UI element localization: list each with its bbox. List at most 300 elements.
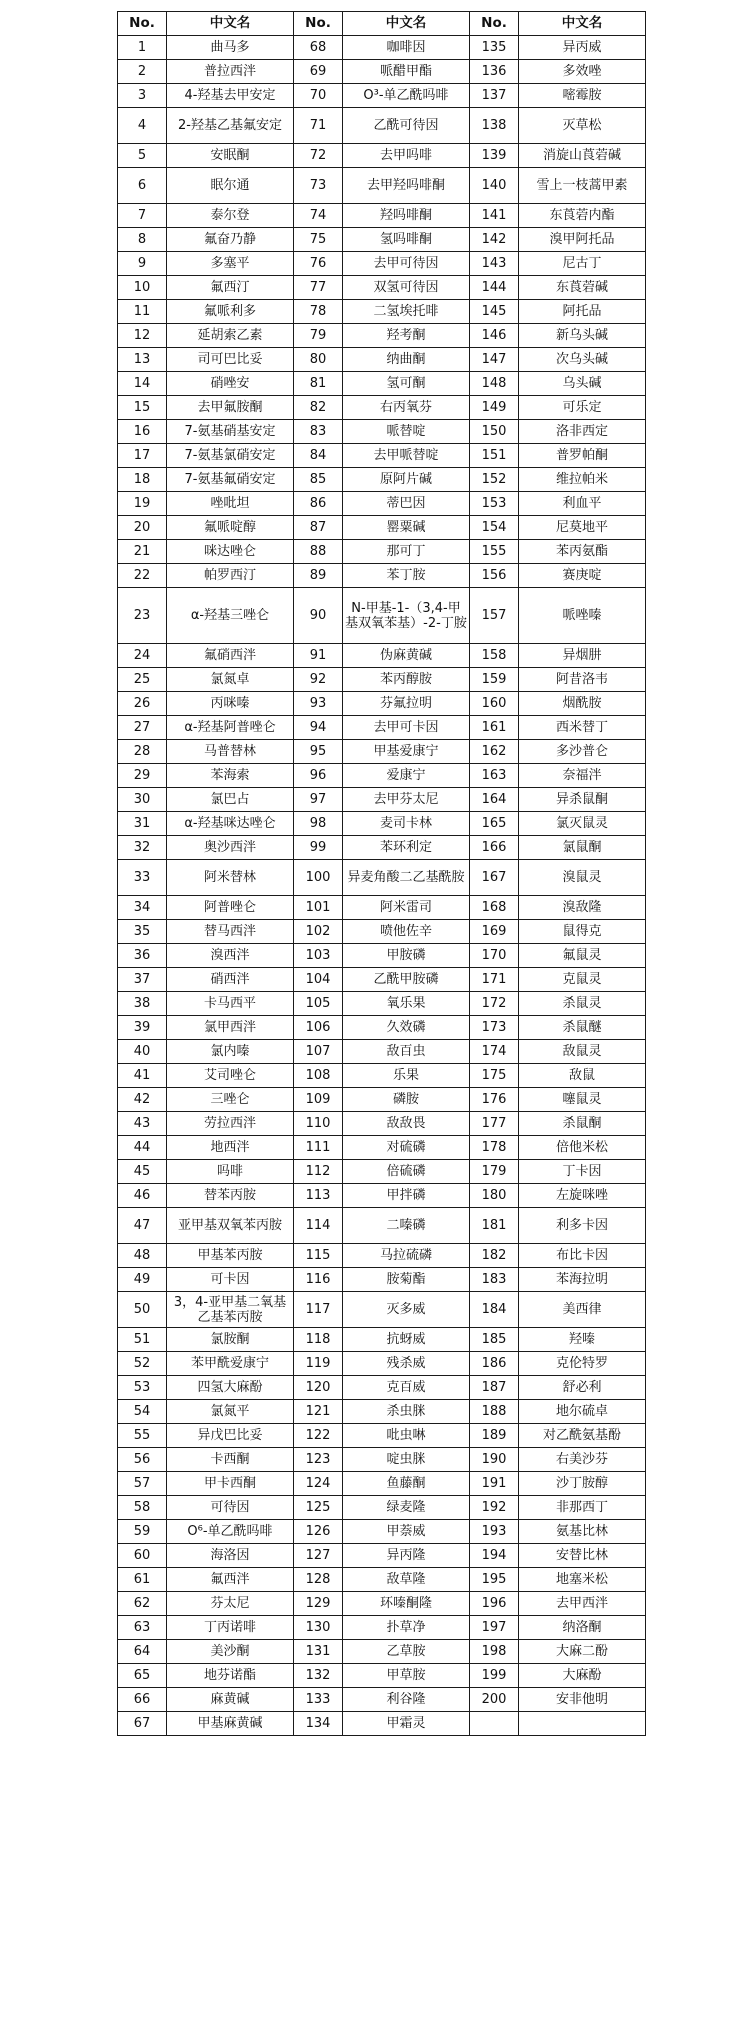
number-cell bbox=[470, 1712, 519, 1736]
number-cell: 44 bbox=[118, 1136, 167, 1160]
chinese-name-cell: 奈福泮 bbox=[519, 764, 646, 788]
number-cell: 177 bbox=[470, 1112, 519, 1136]
number-cell: 130 bbox=[294, 1616, 343, 1640]
number-cell: 26 bbox=[118, 692, 167, 716]
chinese-name-cell: 灭草松 bbox=[519, 108, 646, 144]
number-cell: 166 bbox=[470, 836, 519, 860]
table-row bbox=[118, 540, 646, 564]
table-row bbox=[118, 992, 646, 1016]
table-row bbox=[118, 324, 646, 348]
number-cell: 148 bbox=[470, 372, 519, 396]
number-cell: 27 bbox=[118, 716, 167, 740]
chinese-name-cell: 甲基爱康宁 bbox=[343, 740, 470, 764]
number-cell: 150 bbox=[470, 420, 519, 444]
chinese-name-cell: 利多卡因 bbox=[519, 1208, 646, 1244]
chinese-name-cell: 抗蚜威 bbox=[343, 1328, 470, 1352]
chinese-name-cell: 嘧霉胺 bbox=[519, 84, 646, 108]
number-cell: 176 bbox=[470, 1088, 519, 1112]
number-cell: 106 bbox=[294, 1016, 343, 1040]
number-cell: 131 bbox=[294, 1640, 343, 1664]
number-cell: 95 bbox=[294, 740, 343, 764]
number-cell: 161 bbox=[470, 716, 519, 740]
table-row bbox=[118, 1352, 646, 1376]
number-cell: 162 bbox=[470, 740, 519, 764]
chinese-name-cell: 可卡因 bbox=[167, 1268, 294, 1292]
chinese-name-cell: 芬氟拉明 bbox=[343, 692, 470, 716]
chinese-name-cell: 异丙威 bbox=[519, 36, 646, 60]
number-cell: 36 bbox=[118, 944, 167, 968]
table-row bbox=[118, 1112, 646, 1136]
number-cell: 61 bbox=[118, 1568, 167, 1592]
number-cell: 88 bbox=[294, 540, 343, 564]
chinese-name-cell: 克伦特罗 bbox=[519, 1352, 646, 1376]
number-cell: 160 bbox=[470, 692, 519, 716]
compound-table-container bbox=[117, 11, 646, 1736]
chinese-name-cell: 劳拉西泮 bbox=[167, 1112, 294, 1136]
chinese-name-cell: 去甲氟胺酮 bbox=[167, 396, 294, 420]
number-cell: 71 bbox=[294, 108, 343, 144]
chinese-name-cell: 硝西泮 bbox=[167, 968, 294, 992]
chinese-name-cell: 眠尔通 bbox=[167, 168, 294, 204]
number-cell: 145 bbox=[470, 300, 519, 324]
number-cell: 193 bbox=[470, 1520, 519, 1544]
chinese-name-cell: 利血平 bbox=[519, 492, 646, 516]
number-cell: 74 bbox=[294, 204, 343, 228]
number-cell: 147 bbox=[470, 348, 519, 372]
number-cell: 49 bbox=[118, 1268, 167, 1292]
number-cell: 149 bbox=[470, 396, 519, 420]
chinese-name-cell bbox=[519, 1712, 646, 1736]
chinese-name-cell: 溴鼠灵 bbox=[519, 860, 646, 896]
chinese-name-cell: 卡西酮 bbox=[167, 1448, 294, 1472]
chinese-name-cell: 马拉硫磷 bbox=[343, 1244, 470, 1268]
chinese-name-cell: 地塞米松 bbox=[519, 1568, 646, 1592]
chinese-name-cell: 罂粟碱 bbox=[343, 516, 470, 540]
table-row bbox=[118, 1244, 646, 1268]
number-cell: 104 bbox=[294, 968, 343, 992]
chinese-name-cell: 去甲哌替啶 bbox=[343, 444, 470, 468]
number-cell: 52 bbox=[118, 1352, 167, 1376]
number-cell: 21 bbox=[118, 540, 167, 564]
number-cell: 110 bbox=[294, 1112, 343, 1136]
chinese-name-cell: α-羟基咪达唑仑 bbox=[167, 812, 294, 836]
number-cell: 83 bbox=[294, 420, 343, 444]
number-cell: 67 bbox=[118, 1712, 167, 1736]
chinese-name-cell: 氟西泮 bbox=[167, 1568, 294, 1592]
chinese-name-cell: 咖啡因 bbox=[343, 36, 470, 60]
number-cell: 136 bbox=[470, 60, 519, 84]
number-cell: 46 bbox=[118, 1184, 167, 1208]
chinese-name-cell: 烟酰胺 bbox=[519, 692, 646, 716]
chinese-name-cell: 克鼠灵 bbox=[519, 968, 646, 992]
chinese-name-cell: 氯巴占 bbox=[167, 788, 294, 812]
chinese-name-cell: 氯氮卓 bbox=[167, 668, 294, 692]
chinese-name-cell: 右美沙芬 bbox=[519, 1448, 646, 1472]
number-cell: 198 bbox=[470, 1640, 519, 1664]
chinese-name-cell: 美西律 bbox=[519, 1292, 646, 1328]
number-cell: 185 bbox=[470, 1328, 519, 1352]
chinese-name-cell: 绿麦隆 bbox=[343, 1496, 470, 1520]
chinese-name-cell: 7-氨基硝基安定 bbox=[167, 420, 294, 444]
chinese-name-cell: 安替比林 bbox=[519, 1544, 646, 1568]
number-cell: 174 bbox=[470, 1040, 519, 1064]
chinese-name-cell: 异麦角酸二乙基酰胺 bbox=[343, 860, 470, 896]
number-cell: 153 bbox=[470, 492, 519, 516]
chinese-name-cell: 倍他米松 bbox=[519, 1136, 646, 1160]
chinese-name-cell: 氯鼠酮 bbox=[519, 836, 646, 860]
chinese-name-cell: 纳洛酮 bbox=[519, 1616, 646, 1640]
number-cell: 6 bbox=[118, 168, 167, 204]
chinese-name-cell: 异烟肼 bbox=[519, 644, 646, 668]
number-cell: 138 bbox=[470, 108, 519, 144]
table-row bbox=[118, 1136, 646, 1160]
chinese-name-cell: 乙酰可待因 bbox=[343, 108, 470, 144]
number-cell: 143 bbox=[470, 252, 519, 276]
chinese-name-cell: 溴敌隆 bbox=[519, 896, 646, 920]
chinese-name-cell: 甲卡西酮 bbox=[167, 1472, 294, 1496]
number-cell: 22 bbox=[118, 564, 167, 588]
chinese-name-cell: 丙咪嗪 bbox=[167, 692, 294, 716]
number-cell: 85 bbox=[294, 468, 343, 492]
chinese-name-cell: 去甲可待因 bbox=[343, 252, 470, 276]
table-row bbox=[118, 144, 646, 168]
chinese-name-cell: 地芬诺酯 bbox=[167, 1664, 294, 1688]
number-cell: 114 bbox=[294, 1208, 343, 1244]
chinese-name-cell: 敌鼠灵 bbox=[519, 1040, 646, 1064]
table-row bbox=[118, 36, 646, 60]
number-cell: 10 bbox=[118, 276, 167, 300]
number-cell: 195 bbox=[470, 1568, 519, 1592]
chinese-name-cell: 原阿片碱 bbox=[343, 468, 470, 492]
chinese-name-cell: 赛庚啶 bbox=[519, 564, 646, 588]
chinese-name-cell: 利谷隆 bbox=[343, 1688, 470, 1712]
chinese-name-cell: 胺菊酯 bbox=[343, 1268, 470, 1292]
number-cell: 77 bbox=[294, 276, 343, 300]
chinese-name-cell: 去甲羟吗啡酮 bbox=[343, 168, 470, 204]
chinese-name-cell: 新乌头碱 bbox=[519, 324, 646, 348]
chinese-name-cell: 安眠酮 bbox=[167, 144, 294, 168]
table-row bbox=[118, 1400, 646, 1424]
number-cell: 19 bbox=[118, 492, 167, 516]
number-cell: 82 bbox=[294, 396, 343, 420]
number-cell: 94 bbox=[294, 716, 343, 740]
chinese-name-cell: 地尔硫卓 bbox=[519, 1400, 646, 1424]
table-row bbox=[118, 1664, 646, 1688]
number-cell: 184 bbox=[470, 1292, 519, 1328]
number-cell: 127 bbox=[294, 1544, 343, 1568]
chinese-name-cell: 苯环利定 bbox=[343, 836, 470, 860]
number-cell: 183 bbox=[470, 1268, 519, 1292]
chinese-name-cell: 喷他佐辛 bbox=[343, 920, 470, 944]
number-cell: 97 bbox=[294, 788, 343, 812]
chinese-name-cell: 二嗪磷 bbox=[343, 1208, 470, 1244]
table-row bbox=[118, 1616, 646, 1640]
number-cell: 135 bbox=[470, 36, 519, 60]
number-cell: 196 bbox=[470, 1592, 519, 1616]
chinese-name-cell: O⁶-单乙酰吗啡 bbox=[167, 1520, 294, 1544]
table-row bbox=[118, 1208, 646, 1244]
chinese-name-cell: 多效唑 bbox=[519, 60, 646, 84]
chinese-name-cell: 扑草净 bbox=[343, 1616, 470, 1640]
number-cell: 39 bbox=[118, 1016, 167, 1040]
chinese-name-cell: 倍硫磷 bbox=[343, 1160, 470, 1184]
chinese-name-cell: 4-羟基去甲安定 bbox=[167, 84, 294, 108]
table-row bbox=[118, 300, 646, 324]
number-cell: 126 bbox=[294, 1520, 343, 1544]
chinese-name-cell: 爱康宁 bbox=[343, 764, 470, 788]
chinese-name-cell: 氯胺酮 bbox=[167, 1328, 294, 1352]
chinese-name-cell: 哌唑嗪 bbox=[519, 588, 646, 644]
number-cell: 164 bbox=[470, 788, 519, 812]
number-cell: 30 bbox=[118, 788, 167, 812]
chinese-name-cell: 消旋山莨菪碱 bbox=[519, 144, 646, 168]
chinese-name-cell: 去甲吗啡 bbox=[343, 144, 470, 168]
chinese-name-cell: 鼠得克 bbox=[519, 920, 646, 944]
chinese-name-cell: 氧乐果 bbox=[343, 992, 470, 1016]
chinese-name-cell: 羟考酮 bbox=[343, 324, 470, 348]
chinese-name-cell: 亚甲基双氧苯丙胺 bbox=[167, 1208, 294, 1244]
number-cell: 118 bbox=[294, 1328, 343, 1352]
table-row bbox=[118, 468, 646, 492]
table-row bbox=[118, 564, 646, 588]
number-cell: 111 bbox=[294, 1136, 343, 1160]
table-row bbox=[118, 228, 646, 252]
number-cell: 122 bbox=[294, 1424, 343, 1448]
number-cell: 69 bbox=[294, 60, 343, 84]
table-row bbox=[118, 1040, 646, 1064]
chinese-name-cell: 卡马西平 bbox=[167, 992, 294, 1016]
chinese-name-cell: 海洛因 bbox=[167, 1544, 294, 1568]
number-cell: 54 bbox=[118, 1400, 167, 1424]
number-cell: 102 bbox=[294, 920, 343, 944]
table-row bbox=[118, 1592, 646, 1616]
chinese-name-cell: 氢吗啡酮 bbox=[343, 228, 470, 252]
number-cell: 1 bbox=[118, 36, 167, 60]
chinese-name-cell: 杀鼠酮 bbox=[519, 1112, 646, 1136]
table-row bbox=[118, 1160, 646, 1184]
number-cell: 137 bbox=[470, 84, 519, 108]
chinese-name-cell: 非那西丁 bbox=[519, 1496, 646, 1520]
chinese-name-cell: 艾司唑仑 bbox=[167, 1064, 294, 1088]
number-cell: 156 bbox=[470, 564, 519, 588]
number-cell: 125 bbox=[294, 1496, 343, 1520]
number-cell: 4 bbox=[118, 108, 167, 144]
number-cell: 72 bbox=[294, 144, 343, 168]
chinese-name-cell: α-羟基三唑仑 bbox=[167, 588, 294, 644]
header-chinese-name: 中文名 bbox=[167, 12, 294, 36]
chinese-name-cell: 西米替丁 bbox=[519, 716, 646, 740]
number-cell: 157 bbox=[470, 588, 519, 644]
table-row bbox=[118, 492, 646, 516]
chinese-name-cell: 左旋咪唑 bbox=[519, 1184, 646, 1208]
number-cell: 45 bbox=[118, 1160, 167, 1184]
number-cell: 32 bbox=[118, 836, 167, 860]
table-row bbox=[118, 968, 646, 992]
chinese-name-cell: 溴西泮 bbox=[167, 944, 294, 968]
chinese-name-cell: 唑吡坦 bbox=[167, 492, 294, 516]
number-cell: 73 bbox=[294, 168, 343, 204]
chinese-name-cell: 克百威 bbox=[343, 1376, 470, 1400]
number-cell: 119 bbox=[294, 1352, 343, 1376]
chinese-name-cell: 多沙普仑 bbox=[519, 740, 646, 764]
number-cell: 3 bbox=[118, 84, 167, 108]
chinese-name-cell: 甲草胺 bbox=[343, 1664, 470, 1688]
table-row bbox=[118, 836, 646, 860]
number-cell: 180 bbox=[470, 1184, 519, 1208]
number-cell: 59 bbox=[118, 1520, 167, 1544]
number-cell: 129 bbox=[294, 1592, 343, 1616]
number-cell: 139 bbox=[470, 144, 519, 168]
number-cell: 163 bbox=[470, 764, 519, 788]
chinese-name-cell: α-羟基阿普唑仑 bbox=[167, 716, 294, 740]
number-cell: 56 bbox=[118, 1448, 167, 1472]
table-row bbox=[118, 1520, 646, 1544]
chinese-name-cell: 吗啡 bbox=[167, 1160, 294, 1184]
chinese-name-cell: 异戊巴比妥 bbox=[167, 1424, 294, 1448]
chinese-name-cell: 哌替啶 bbox=[343, 420, 470, 444]
chinese-name-cell: 去甲西泮 bbox=[519, 1592, 646, 1616]
chinese-name-cell: 杀鼠醚 bbox=[519, 1016, 646, 1040]
number-cell: 53 bbox=[118, 1376, 167, 1400]
chinese-name-cell: 东莨菪碱 bbox=[519, 276, 646, 300]
number-cell: 11 bbox=[118, 300, 167, 324]
chinese-name-cell: 二氢埃托啡 bbox=[343, 300, 470, 324]
number-cell: 200 bbox=[470, 1688, 519, 1712]
number-cell: 15 bbox=[118, 396, 167, 420]
number-cell: 16 bbox=[118, 420, 167, 444]
number-cell: 8 bbox=[118, 228, 167, 252]
chinese-name-cell: 阿米雷司 bbox=[343, 896, 470, 920]
number-cell: 29 bbox=[118, 764, 167, 788]
number-cell: 34 bbox=[118, 896, 167, 920]
chinese-name-cell: 甲霜灵 bbox=[343, 1712, 470, 1736]
chinese-name-cell: 羟吗啡酮 bbox=[343, 204, 470, 228]
table-row bbox=[118, 1448, 646, 1472]
chinese-name-cell: 哌醋甲酯 bbox=[343, 60, 470, 84]
number-cell: 169 bbox=[470, 920, 519, 944]
number-cell: 182 bbox=[470, 1244, 519, 1268]
number-cell: 121 bbox=[294, 1400, 343, 1424]
number-cell: 173 bbox=[470, 1016, 519, 1040]
table-row bbox=[118, 1544, 646, 1568]
number-cell: 116 bbox=[294, 1268, 343, 1292]
number-cell: 159 bbox=[470, 668, 519, 692]
chinese-name-cell: 溴甲阿托品 bbox=[519, 228, 646, 252]
chinese-name-cell: 鱼藤酮 bbox=[343, 1472, 470, 1496]
chinese-name-cell: 7-氨基氟硝安定 bbox=[167, 468, 294, 492]
chinese-name-cell: 替苯丙胺 bbox=[167, 1184, 294, 1208]
number-cell: 197 bbox=[470, 1616, 519, 1640]
chinese-name-cell: 氯甲西泮 bbox=[167, 1016, 294, 1040]
chinese-name-cell: 东莨菪内酯 bbox=[519, 204, 646, 228]
chinese-name-cell: 右丙氧芬 bbox=[343, 396, 470, 420]
number-cell: 64 bbox=[118, 1640, 167, 1664]
chinese-name-cell: 阿米替林 bbox=[167, 860, 294, 896]
chinese-name-cell: 丁卡因 bbox=[519, 1160, 646, 1184]
chinese-name-cell: 氯灭鼠灵 bbox=[519, 812, 646, 836]
number-cell: 90 bbox=[294, 588, 343, 644]
chinese-name-cell: 杀虫脒 bbox=[343, 1400, 470, 1424]
number-cell: 93 bbox=[294, 692, 343, 716]
number-cell: 79 bbox=[294, 324, 343, 348]
number-cell: 40 bbox=[118, 1040, 167, 1064]
number-cell: 9 bbox=[118, 252, 167, 276]
table-row bbox=[118, 420, 646, 444]
header-chinese-name: 中文名 bbox=[343, 12, 470, 36]
chinese-name-cell: 2-羟基乙基氟安定 bbox=[167, 108, 294, 144]
chinese-name-cell: 氟哌啶醇 bbox=[167, 516, 294, 540]
number-cell: 113 bbox=[294, 1184, 343, 1208]
number-cell: 78 bbox=[294, 300, 343, 324]
chinese-name-cell: N-甲基-1-（3,4-甲基双氧苯基）-2-丁胺 bbox=[343, 588, 470, 644]
number-cell: 146 bbox=[470, 324, 519, 348]
chinese-name-cell: 大麻酚 bbox=[519, 1664, 646, 1688]
table-row bbox=[118, 1292, 646, 1328]
chinese-name-cell: 吡虫啉 bbox=[343, 1424, 470, 1448]
chinese-name-cell: 伪麻黄碱 bbox=[343, 644, 470, 668]
chinese-name-cell: 蒂巴因 bbox=[343, 492, 470, 516]
chinese-name-cell: 氟鼠灵 bbox=[519, 944, 646, 968]
number-cell: 14 bbox=[118, 372, 167, 396]
number-cell: 65 bbox=[118, 1664, 167, 1688]
table-row bbox=[118, 812, 646, 836]
number-cell: 144 bbox=[470, 276, 519, 300]
number-cell: 60 bbox=[118, 1544, 167, 1568]
chinese-name-cell: 对硫磷 bbox=[343, 1136, 470, 1160]
chinese-name-cell: 甲萘威 bbox=[343, 1520, 470, 1544]
chinese-name-cell: 对乙酰氨基酚 bbox=[519, 1424, 646, 1448]
number-cell: 199 bbox=[470, 1664, 519, 1688]
number-cell: 13 bbox=[118, 348, 167, 372]
number-cell: 186 bbox=[470, 1352, 519, 1376]
number-cell: 86 bbox=[294, 492, 343, 516]
number-cell: 168 bbox=[470, 896, 519, 920]
number-cell: 35 bbox=[118, 920, 167, 944]
number-cell: 48 bbox=[118, 1244, 167, 1268]
number-cell: 178 bbox=[470, 1136, 519, 1160]
chinese-name-cell: 大麻二酚 bbox=[519, 1640, 646, 1664]
number-cell: 115 bbox=[294, 1244, 343, 1268]
number-cell: 62 bbox=[118, 1592, 167, 1616]
number-cell: 194 bbox=[470, 1544, 519, 1568]
table-row bbox=[118, 60, 646, 84]
chinese-name-cell: 阿托品 bbox=[519, 300, 646, 324]
chinese-name-cell: 曲马多 bbox=[167, 36, 294, 60]
chinese-name-cell: 双氢可待因 bbox=[343, 276, 470, 300]
chinese-name-cell: 环嗪酮隆 bbox=[343, 1592, 470, 1616]
chinese-name-cell: 可乐定 bbox=[519, 396, 646, 420]
table-row bbox=[118, 668, 646, 692]
table-row bbox=[118, 764, 646, 788]
chinese-name-cell: 甲基苯丙胺 bbox=[167, 1244, 294, 1268]
chinese-name-cell: 去甲芬太尼 bbox=[343, 788, 470, 812]
number-cell: 91 bbox=[294, 644, 343, 668]
table-row bbox=[118, 1688, 646, 1712]
chinese-name-cell: 维拉帕米 bbox=[519, 468, 646, 492]
chinese-name-cell: 布比卡因 bbox=[519, 1244, 646, 1268]
chinese-name-cell: 安非他明 bbox=[519, 1688, 646, 1712]
table-row bbox=[118, 108, 646, 144]
number-cell: 192 bbox=[470, 1496, 519, 1520]
chinese-name-cell: 司可巴比妥 bbox=[167, 348, 294, 372]
table-row bbox=[118, 1088, 646, 1112]
number-cell: 76 bbox=[294, 252, 343, 276]
header-number: No. bbox=[470, 12, 519, 36]
chinese-name-cell: 敌敌畏 bbox=[343, 1112, 470, 1136]
header-chinese-name: 中文名 bbox=[519, 12, 646, 36]
chinese-name-cell: 麦司卡林 bbox=[343, 812, 470, 836]
chinese-name-cell: 延胡索乙素 bbox=[167, 324, 294, 348]
